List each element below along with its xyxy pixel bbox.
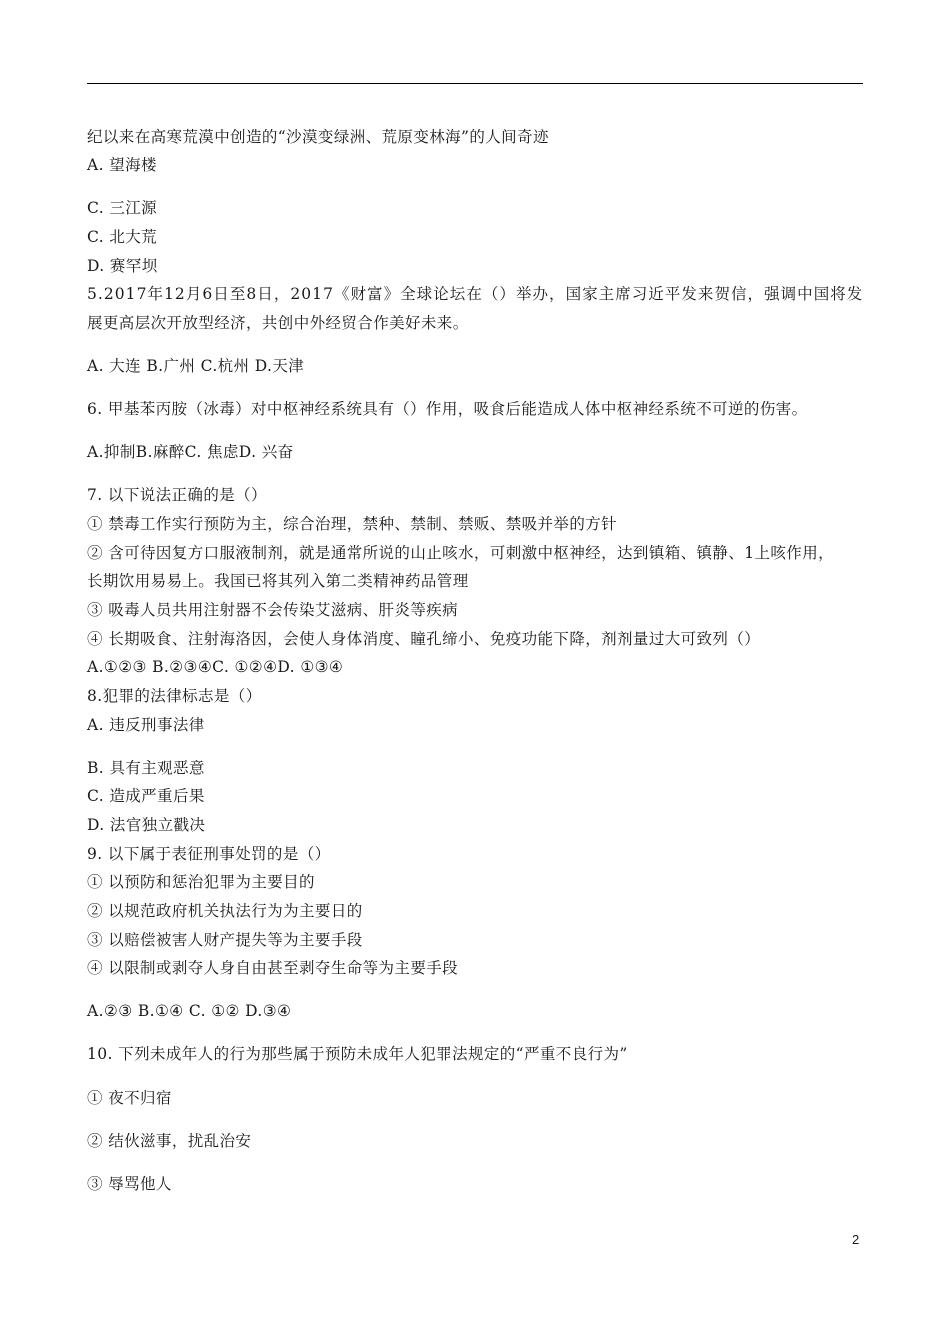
option-line: A. 望海楼: [87, 156, 157, 174]
options-line: A. 大连 B.广州 C.杭州 D.天津: [87, 357, 305, 375]
options-line: A.抑制B.麻醉C. 焦虑D. 兴奋: [87, 443, 294, 461]
question-5: 5.2017年12月6日至8日，2017《财富》全球论坛在（）举办，国家主席习近平发来贺信，强调中国将发: [87, 285, 864, 303]
statement-line: ③ 以赔偿被害人财产提失等为主要手段: [87, 931, 363, 949]
statement-line: ② 含可待因复方口服液制剂，就是通常所说的山止咳水，可刺激中枢神经，达到镇箱、镇静、1上咳作用，: [87, 544, 834, 562]
question-8: 8.犯罪的法律标志是（）: [87, 687, 262, 705]
page-number: 2: [852, 1232, 860, 1247]
options-line: A.②③ B.①④ C. ①② D.③④: [87, 1002, 292, 1020]
option-line: D. 赛罕坝: [87, 257, 158, 275]
option-line: D. 法官独立戳决: [87, 816, 206, 834]
statement-line: ① 以预防和惩治犯罪为主要目的: [87, 873, 315, 891]
statement-line: ③ 吸毒人员共用注射器不会传染艾滋病、肝炎等疾病: [87, 601, 459, 619]
statement-line: ① 夜不归宿: [87, 1089, 172, 1107]
option-line: C. 造成严重后果: [87, 787, 205, 805]
option-line: A. 违反刑事法律: [87, 716, 205, 734]
header-rule: [87, 83, 863, 84]
question-9: 9. 以下属于表征刑事处罚的是（）: [87, 845, 331, 863]
statement-line: ④ 以限制或剥夺人身自由甚至剥夺生命等为主要手段: [87, 959, 459, 977]
text-line: 长期饮用易易上。我国已将其列入第二类精神药品管理: [87, 572, 469, 590]
statement-line: ② 结伙滋事，扰乱治安: [87, 1132, 252, 1150]
text-line: 纪以来在高寒荒漠中创造的“沙漠变绿洲、荒原变林海”的人间奇迹: [87, 128, 549, 146]
options-line: A.①②③ B.②③④C. ①②④D. ①③④: [87, 658, 344, 676]
question-10: 10. 下列未成年人的行为那些属于预防未成年人犯罪法规定的“严重不良行为”: [87, 1045, 628, 1063]
text-line: 展更高层次开放型经济，共创中外经贸合作美好未来。: [87, 314, 469, 332]
statement-line: ② 以规范政府机关执法行为为主要日的: [87, 902, 363, 920]
statement-line: ③ 辱骂他人: [87, 1175, 172, 1193]
option-line: C. 三江源: [87, 199, 158, 217]
option-line: C. 北大荒: [87, 228, 158, 246]
statement-line: ④ 长期吸食、注射海洛因，会使人身体消度、瞳孔缔小、免疫功能下降，剂剂量过大可致列（）: [87, 630, 761, 648]
question-7: 7. 以下说法正确的是（）: [87, 486, 267, 504]
question-6: 6. 甲基苯丙胺（冰毒）对中枢神经系统具有（）作用，吸食后能造成人体中枢神经系统不可逆的伤害。: [87, 400, 808, 418]
option-line: B. 具有主观恶意: [87, 759, 205, 777]
statement-line: ① 禁毒工作实行预防为主，综合治理，禁种、禁制、禁贩、禁吸并举的方针: [87, 515, 618, 533]
